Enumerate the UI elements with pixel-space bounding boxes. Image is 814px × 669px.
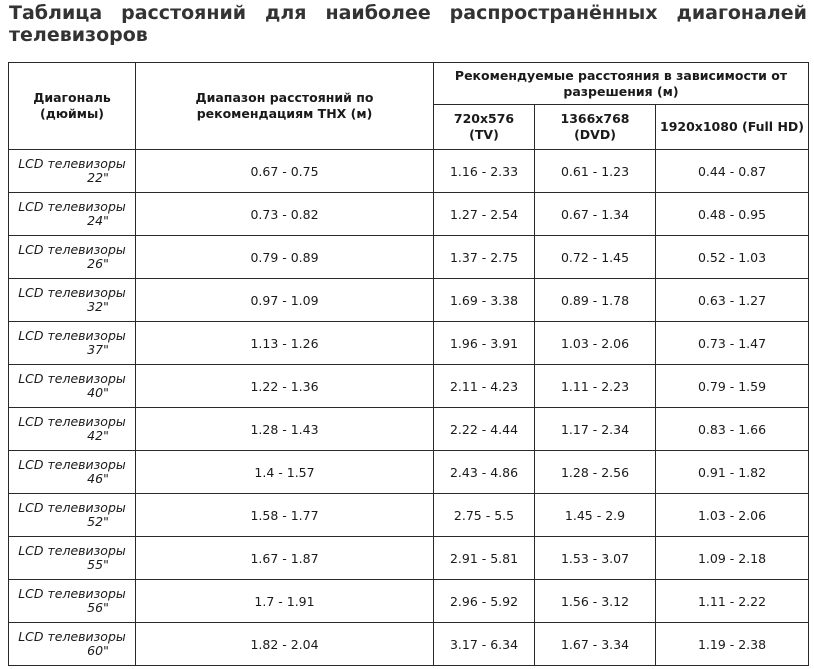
dvd-cell: 0.61 - 1.23 [535, 150, 656, 193]
table-row [9, 193, 809, 236]
diagonal-cell [9, 580, 136, 623]
header-diagonal: Диагональ (дюймы) [9, 63, 136, 150]
diagonal-size: 46" [87, 471, 109, 486]
thx-cell: 1.28 - 1.43 [136, 408, 434, 451]
diagonal-label: LCD телевизоры [18, 328, 126, 343]
thx-cell: 1.13 - 1.26 [136, 322, 434, 365]
diagonal-label: LCD телевизоры [18, 156, 126, 171]
table-row [9, 408, 809, 451]
table-row [9, 150, 809, 193]
dvd-cell: 0.72 - 1.45 [535, 236, 656, 279]
fullhd-cell: 0.83 - 1.66 [656, 408, 809, 451]
fullhd-cell: 0.79 - 1.59 [656, 365, 809, 408]
tv-cell: 1.16 - 2.33 [434, 150, 535, 193]
thx-cell: 0.79 - 0.89 [136, 236, 434, 279]
fullhd-cell: 0.52 - 1.03 [656, 236, 809, 279]
diagonal-cell [9, 150, 136, 193]
header-recommended: Рекомендуемые расстояния в зависимости от разрешения (м) [434, 63, 809, 105]
tv-cell: 1.96 - 3.91 [434, 322, 535, 365]
thx-cell: 0.73 - 0.82 [136, 193, 434, 236]
diagonal-size: 26" [87, 256, 109, 271]
thx-cell: 1.58 - 1.77 [136, 494, 434, 537]
dvd-cell: 1.67 - 3.34 [535, 623, 656, 666]
diagonal-cell [9, 537, 136, 580]
tv-cell: 2.75 - 5.5 [434, 494, 535, 537]
thx-cell: 0.97 - 1.09 [136, 279, 434, 322]
header-res-fullhd: 1920x1080 (Full HD) [656, 105, 809, 150]
header-thx-range: Диапазон расстояний по рекомендациям THX (м) [136, 63, 434, 150]
diagonal-label: LCD телевизоры [18, 414, 126, 429]
tv-cell: 2.91 - 5.81 [434, 537, 535, 580]
table-row [9, 365, 809, 408]
diagonal-cell [9, 451, 136, 494]
dvd-cell: 1.56 - 3.12 [535, 580, 656, 623]
table-row [9, 580, 809, 623]
diagonal-cell [9, 279, 136, 322]
diagonal-label: LCD телевизоры [18, 371, 126, 386]
table-body [9, 150, 809, 666]
diagonal-size: 55" [87, 557, 109, 572]
diagonal-cell [9, 236, 136, 279]
diagonal-label: LCD телевизоры [18, 199, 126, 214]
dvd-cell: 1.45 - 2.9 [535, 494, 656, 537]
diagonal-size: 56" [87, 600, 109, 615]
table-row [9, 279, 809, 322]
tv-cell: 1.27 - 2.54 [434, 193, 535, 236]
fullhd-cell: 0.91 - 1.82 [656, 451, 809, 494]
diagonal-label: LCD телевизоры [18, 285, 126, 300]
dvd-cell: 1.53 - 3.07 [535, 537, 656, 580]
header-res-tv: 720x576 (TV) [434, 105, 535, 150]
thx-cell: 0.67 - 0.75 [136, 150, 434, 193]
thx-cell: 1.82 - 2.04 [136, 623, 434, 666]
fullhd-cell: 1.11 - 2.22 [656, 580, 809, 623]
diagonal-label: LCD телевизоры [18, 543, 126, 558]
diagonal-size: 60" [87, 643, 109, 658]
diagonal-size: 32" [87, 299, 109, 314]
thx-cell: 1.22 - 1.36 [136, 365, 434, 408]
fullhd-cell: 0.73 - 1.47 [656, 322, 809, 365]
tv-cell: 3.17 - 6.34 [434, 623, 535, 666]
diagonal-cell [9, 193, 136, 236]
header-res-dvd: 1366x768 (DVD) [535, 105, 656, 150]
diagonal-label: LCD телевизоры [18, 457, 126, 472]
tv-cell: 2.96 - 5.92 [434, 580, 535, 623]
tv-cell: 2.11 - 4.23 [434, 365, 535, 408]
diagonal-cell [9, 365, 136, 408]
thx-cell: 1.4 - 1.57 [136, 451, 434, 494]
diagonal-size: 40" [87, 385, 109, 400]
diagonal-size: 22" [87, 170, 109, 185]
fullhd-cell: 0.44 - 0.87 [656, 150, 809, 193]
dvd-cell: 1.17 - 2.34 [535, 408, 656, 451]
diagonal-cell [9, 322, 136, 365]
diagonal-label: LCD телевизоры [18, 629, 126, 644]
thx-cell: 1.67 - 1.87 [136, 537, 434, 580]
distance-table [8, 62, 809, 666]
dvd-cell: 0.67 - 1.34 [535, 193, 656, 236]
diagonal-size: 52" [87, 514, 109, 529]
fullhd-cell: 0.48 - 0.95 [656, 193, 809, 236]
diagonal-cell [9, 623, 136, 666]
diagonal-cell [9, 494, 136, 537]
table-header-row [9, 63, 809, 105]
dvd-cell: 1.03 - 2.06 [535, 322, 656, 365]
diagonal-label: LCD телевизоры [18, 586, 126, 601]
fullhd-cell: 1.19 - 2.38 [656, 623, 809, 666]
thx-cell: 1.7 - 1.91 [136, 580, 434, 623]
diagonal-size: 37" [87, 342, 109, 357]
table-row [9, 623, 809, 666]
fullhd-cell: 1.09 - 2.18 [656, 537, 809, 580]
diagonal-size: 24" [87, 213, 109, 228]
dvd-cell: 0.89 - 1.78 [535, 279, 656, 322]
tv-cell: 2.22 - 4.44 [434, 408, 535, 451]
diagonal-label: LCD телевизоры [18, 242, 126, 257]
table-row [9, 537, 809, 580]
dvd-cell: 1.11 - 2.23 [535, 365, 656, 408]
diagonal-label: LCD телевизоры [18, 500, 126, 515]
fullhd-cell: 1.03 - 2.06 [656, 494, 809, 537]
table-row [9, 451, 809, 494]
tv-cell: 1.37 - 2.75 [434, 236, 535, 279]
dvd-cell: 1.28 - 2.56 [535, 451, 656, 494]
table-row [9, 322, 809, 365]
fullhd-cell: 0.63 - 1.27 [656, 279, 809, 322]
tv-cell: 1.69 - 3.38 [434, 279, 535, 322]
diagonal-cell [9, 408, 136, 451]
table-row [9, 494, 809, 537]
diagonal-size: 42" [87, 428, 109, 443]
page-title: Таблица расстояний для наиболее распространённых диагоналей телевизоров [9, 2, 807, 46]
tv-cell: 2.43 - 4.86 [434, 451, 535, 494]
table-row [9, 236, 809, 279]
